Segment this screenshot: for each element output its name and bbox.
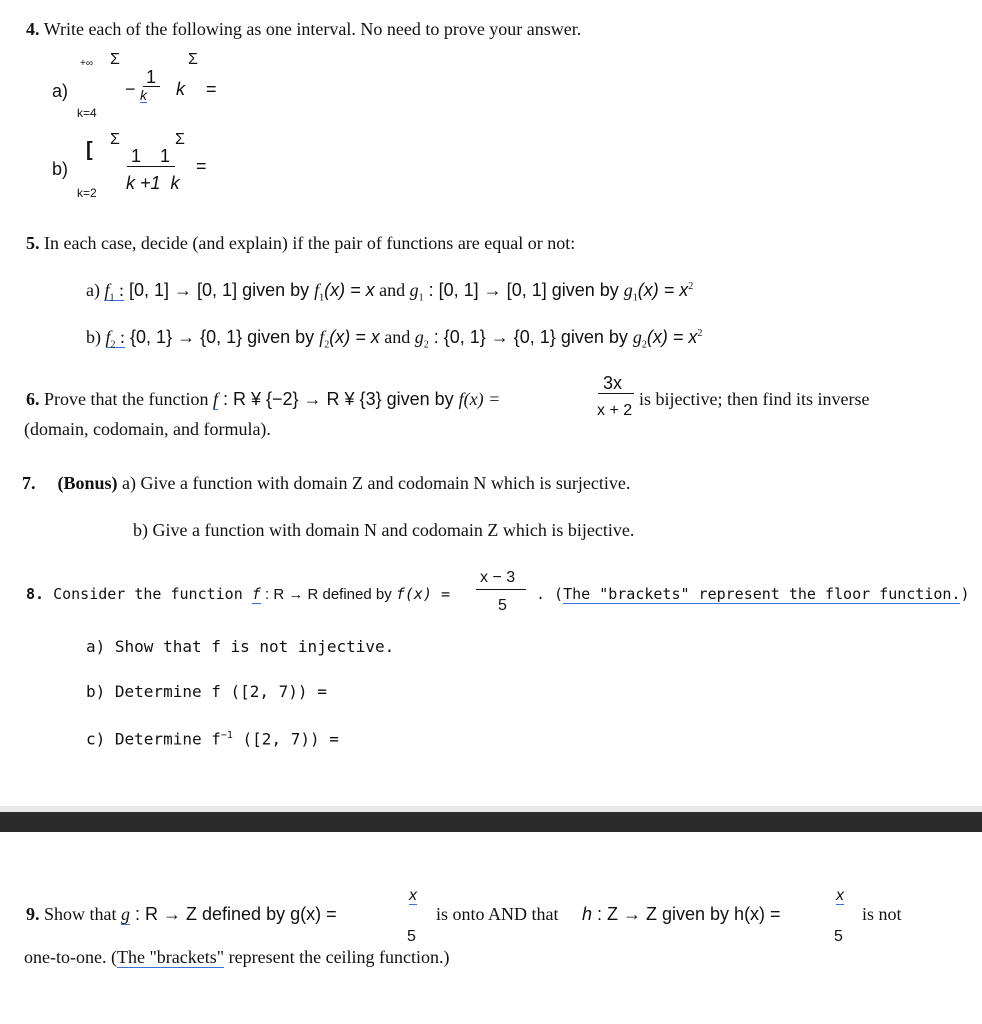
q7-line-a: [22, 474, 630, 492]
q6-line-1: [26, 390, 500, 408]
q5a-map: [0, 1] → [0, 1] given by: [124, 280, 315, 300]
q6-map: : R ¥ {−2} → R ¥ {3} given by: [217, 389, 459, 409]
q6-tail: is bijective; then find its inverse: [639, 389, 870, 409]
q9-line-2: one-to-one. (The "brackets" represent the ceiling function.): [24, 947, 450, 967]
q9-numerator-1: x: [409, 887, 417, 904]
q9-line-1a: [26, 905, 337, 923]
q6-line-2: (domain, codomain, and formula).: [24, 419, 271, 439]
q4a-minus: −: [125, 79, 136, 99]
q9-g: g: [121, 904, 131, 924]
q5-heading: [26, 234, 575, 252]
q5b-g2-call: g: [632, 327, 642, 347]
q4-number: 4.: [26, 19, 40, 39]
q5a-f1: $f_1$ :: [104, 280, 125, 304]
q8-c-exponent: −1: [220, 730, 233, 741]
q4b-bracket: [: [86, 139, 93, 161]
q4a-k: k: [176, 79, 185, 99]
q9-map-2: : Z → Z given by h(x) =: [592, 904, 781, 924]
q5a-g1: g: [409, 280, 419, 300]
q5-text: In each case, decide (and explain) if the pair of functions are equal or not:: [44, 233, 576, 253]
q4a-one: 1: [146, 67, 157, 87]
q5a-and: and: [374, 280, 410, 300]
q7-number: 7.: [22, 473, 36, 493]
q5b-map: {0, 1} → {0, 1} given by: [125, 327, 320, 347]
q4-text: Write each of the following as one interval. No need to prove your answer.: [43, 19, 582, 39]
q5b-map-2: : {0, 1} → {0, 1} given by: [428, 327, 633, 347]
q4b-label: b): [52, 159, 69, 179]
q8-frac-bar: [476, 589, 526, 590]
q9-numerator-2: x: [836, 887, 844, 904]
q6-frac-bar: [598, 393, 634, 394]
q6-fx: f(x) =: [458, 389, 501, 409]
q6-f: f: [212, 389, 218, 409]
q8-b: b) Determine f ([2, 7)) =: [86, 682, 327, 701]
q7-b: b) Give a function with domain N and codomain Z which is bijective.: [133, 520, 635, 540]
q5a-f1-call: f: [314, 280, 320, 300]
q4a-sigma: Σ: [110, 51, 120, 68]
q4-heading: [26, 20, 581, 38]
q5a-map-2: : [0, 1] → [0, 1] given by: [423, 280, 624, 300]
q9-denominator-2: 5: [834, 928, 843, 945]
q7-a: a) Give a function with domain Z and codomain N which is surjective.: [117, 473, 631, 493]
q6-lead: Prove that the function: [44, 389, 213, 409]
q4a-index: k=4: [77, 106, 97, 120]
q5b-g2-formula: (x) = x: [646, 327, 698, 347]
q5a-g1-call: g: [623, 280, 633, 300]
q4b-frac-bar: [127, 166, 175, 167]
q8-c: c) Determine $f^{-1}$ ([2, 7)) =: [86, 729, 339, 749]
q9-line-1b: [582, 905, 781, 923]
q5b-prefix: b): [86, 327, 106, 347]
page-divider: [0, 812, 982, 832]
q9-end: is not: [862, 904, 902, 924]
q5a-line: a) $f_1$ : [0, 1] → [0, 1] given by $f_1(x) = x$ and $g_1$ : [0, 1] → [0, 1] given by $g_1(x) = x^2$: [86, 280, 694, 304]
q9-denominator-1: 5: [407, 928, 416, 945]
q5a-exponent: 2: [688, 281, 694, 292]
q8-map: : R → R defined by: [260, 586, 396, 603]
q4a-sigma-2: Σ: [188, 51, 198, 68]
q5b-f2-formula: (x) = x: [329, 327, 380, 347]
q5a-g1-formula: (x) = x: [637, 280, 689, 300]
q5-number: 5.: [26, 233, 40, 253]
q4b-equals: =: [196, 156, 207, 176]
q5b-g2: g: [414, 327, 424, 347]
q8-note-underlined: The "brackets" represent the floor function.: [563, 585, 961, 603]
q8-note: . (The "brackets" represent the floor function.): [536, 585, 970, 603]
q9-mid: is onto AND that: [436, 904, 559, 924]
q8-numerator: x − 3: [480, 569, 516, 586]
q9-line-2-underlined: The "brackets": [116, 947, 225, 967]
q8-denominator: 5: [498, 597, 507, 614]
q5b-and: and: [379, 327, 415, 347]
q5b-f2-call: f: [319, 327, 325, 347]
q6-numerator: 3x: [603, 373, 623, 393]
q4b-index: k=2: [77, 186, 97, 200]
q4b-one-a: 1: [131, 146, 142, 166]
q7-bonus: (Bonus): [57, 473, 118, 493]
q5b-exponent: 2: [697, 328, 703, 339]
q4b-sigma-2: Σ: [175, 131, 185, 148]
q9-h: h: [582, 904, 593, 924]
q8-line: [26, 587, 450, 602]
q6-denominator: x + 2: [597, 402, 633, 419]
q4a-label: a): [52, 81, 69, 101]
q5a-prefix: a): [86, 280, 105, 300]
q4a-equals: =: [206, 79, 217, 99]
q9-map-1: : R → Z defined by g(x) =: [130, 904, 337, 924]
q8-f: f: [251, 585, 261, 603]
q5b-line: b) $f_2$ : {0, 1} → {0, 1} given by $f_2(x) = x$ and $g_2$ : {0, 1} → {0, 1} given by $g_2(x) = x^2$: [86, 327, 703, 351]
q4b-denominator: k +1 k: [126, 173, 180, 193]
q8-fx: f(x) =: [395, 585, 451, 603]
q4b-sigma: Σ: [110, 131, 120, 148]
q4a-k-denominator: k: [140, 87, 147, 103]
q5a-f1-formula: (x) = x: [324, 280, 375, 300]
q9-lead: Show that: [44, 904, 122, 924]
q6-number: 6.: [26, 389, 40, 409]
q5b-f2: $f_2$ :: [105, 327, 126, 351]
q8-lead: Consider the function: [53, 585, 252, 603]
q8-a: a) Show that f is not injective.: [86, 637, 395, 656]
q4b-one-b: 1: [160, 146, 171, 166]
q9-number: 9.: [26, 904, 40, 924]
q8-number: 8.: [26, 585, 45, 603]
q4a-plus-inf: +∞: [80, 58, 93, 69]
